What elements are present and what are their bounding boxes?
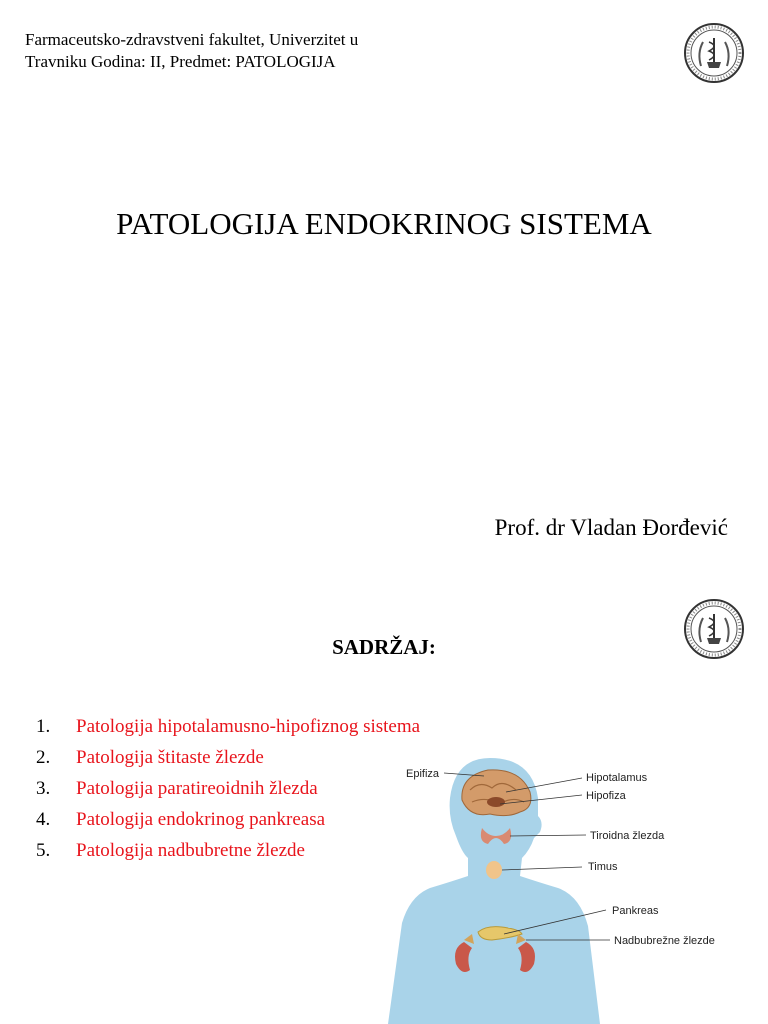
label-tiroidna: Tiroidna žlezda [590,830,665,842]
list-item: 4. Patologija endokrinog pankreasa [36,809,326,830]
label-hipotalamus: Hipotalamus [586,772,648,784]
list-item-text: Patologija hipotalamusno-hipofiznog sistema [76,716,421,737]
list-item: 1. Patologija hipotalamusno-hipofiznog sistema [36,716,421,737]
list-item: 2. Patologija štitaste žlezde [36,747,264,768]
label-epifiza: Epifiza [406,768,440,780]
endocrine-system-diagram [360,758,740,1024]
list-item-text: Patologija endokrinog pankreasa [76,809,326,830]
author-name: Prof. dr Vladan Đorđević [494,515,728,540]
header-line-1: Farmaceutsko-zdravstveni fakultet, Univerzitet u [25,30,359,49]
label-timus: Timus [588,861,618,873]
label-pankreas: Pankreas [612,905,659,917]
list-item: 3. Patologija paratireoidnih žlezda [36,778,318,799]
slide-title: PATOLOGIJA ENDOKRINOG SISTEMA [116,206,652,241]
list-item-text: Patologija nadbubretne žlezde [76,840,305,861]
list-item-text: Patologija paratireoidnih žlezda [76,778,318,799]
list-item: 5. Patologija nadbubretne žlezde [36,840,305,861]
label-nadbubrezne: Nadbubrežne žlezde [614,935,715,947]
thymus-icon [486,861,502,879]
header-line-2: Travniku Godina: II, Predmet: PATOLOGIJA [25,52,336,71]
slide-header [25,29,445,73]
contents-slide [0,580,768,1024]
university-seal-icon [683,22,745,84]
list-item-text: Patologija štitaste žlezde [76,747,264,768]
label-hipofiza: Hipofiza [586,790,626,802]
contents-heading: SADRŽAJ: [332,635,436,659]
